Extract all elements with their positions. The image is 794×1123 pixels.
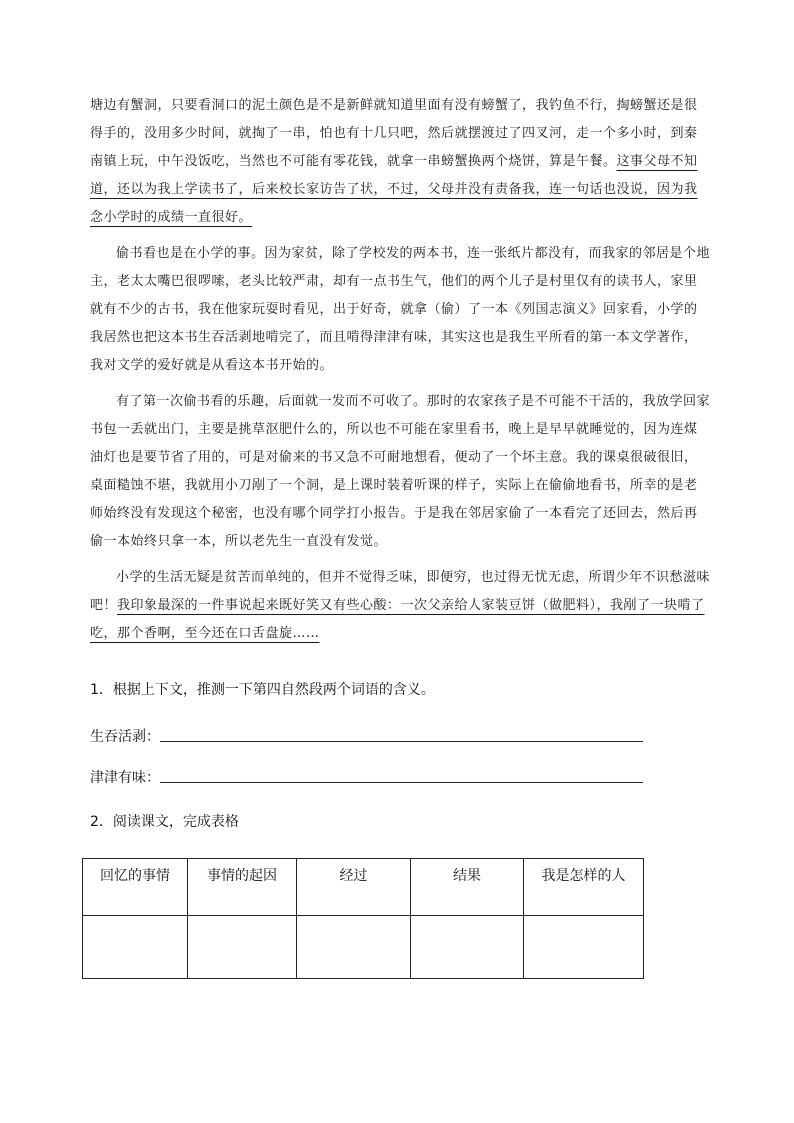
passage-paragraph-3: 有了第一次偷书看的乐趣，后面就一发而不可收了。那时的农家孩子是不可能不干活的，我放学回家书包一丢就出门，主要是挑草沤肥什么的，所以也不可能在家里看书，晚上是早早就睡觉的，因为连煤油灯也是要节省了用的，可是对偷来的书又急不可耐地想看，便动了一个坏主意。我的课桌很破很旧，桌面糙蚀不堪，我就用小刀剐了一个洞，是上课时装着听课的样子，实际上在偷偷地看书，所幸的是老师始终没有发现这个秘密，也没有哪个同学打小报告。于是我在邻居家偷了一本看完了还回去，然后再偷一本始终只拿一本，所以老先生一直没有发觉。 — [90, 394, 711, 549]
answer-cell-person[interactable] — [524, 916, 644, 979]
term-1-label: 生吞活剥： — [90, 729, 160, 745]
paragraph-4-text: 小学的生活无疑是贫苦而单纯的，但并不觉得乏味，即便穷，也过得无忧无虑，所谓少年不识愁滋味吧！ — [90, 570, 711, 613]
paragraph-1-text: 塘边有蟹洞，只要看洞口的泥土颜色是不是新鲜就知道里面有没有螃蟹了，我钓鱼不行，掏螃蟹还是很得手的，没用多少时间，就掏了一串，怕也有十几只吧，然后就摆渡过了四叉河，走一个多小时，到秦南镇上玩，中午没饭吃，当然也不可能有零花钱，就拿一串螃蟹换两个烧饼，算是午餐。 — [90, 98, 698, 169]
answer-cell-cause[interactable] — [188, 916, 297, 979]
term-1-answer-line[interactable] — [160, 741, 643, 742]
passage-paragraph-2: 偷书看也是在小学的事。因为家贫，除了学校发的两本书，连一张纸片都没有，而我家的邻居是个地主，老太太嘴巴很啰嗦，老头比较严肃，却有一点书生气，他们的两个儿子是村里仅有的读书人，家里就有不少的古书，我在他家玩耍时看见，出于好奇，就拿（偷）了一本《列国志演义》回家看，小学的我居然也把这本书生吞活剥地啃完了，而且啃得津津有味，其实这也是我生平所看的第一本文学著作，我对文学的爱好就是从看这本书开始的。 — [90, 246, 711, 373]
question-1: 1．根据上下文，推测一下第四自然段两个词语的含义。 — [90, 682, 435, 698]
passage-paragraph-4 — [90, 564, 710, 648]
answer-cell-event[interactable] — [83, 916, 188, 979]
header-process: 经过 — [297, 859, 411, 916]
passage-paragraph-1 — [90, 92, 710, 232]
answer-cell-process[interactable] — [297, 916, 411, 979]
table-row — [83, 916, 644, 979]
term-2-label: 津津有味： — [90, 770, 160, 786]
answer-cell-result[interactable] — [411, 916, 524, 979]
summary-table — [82, 858, 644, 979]
paragraph-1-underlined-text: 这事父母不知道，还以为我上学读书了，后来校长家访告了状，不过，父母并没有责备我，连一句话也没说，因为我念小学时的成绩一直很好。 — [90, 154, 698, 225]
header-cause: 事情的起因 — [188, 859, 297, 916]
header-what-kind-of-person: 我是怎样的人 — [524, 859, 644, 916]
header-recalled-event: 回忆的事情 — [83, 859, 188, 916]
term-2-answer-line[interactable] — [160, 782, 643, 783]
table-header-row — [83, 859, 644, 916]
header-result: 结果 — [411, 859, 524, 916]
question-2: 2．阅读课文，完成表格 — [90, 814, 239, 830]
paragraph-4-underlined-text: 我印象最深的一件事说起来既好笑又有些心酸：一次父亲给人家装豆饼（做肥料），我剐了一块啃了吃，那个香啊，至今还在口舌盘旋…… — [90, 598, 705, 641]
